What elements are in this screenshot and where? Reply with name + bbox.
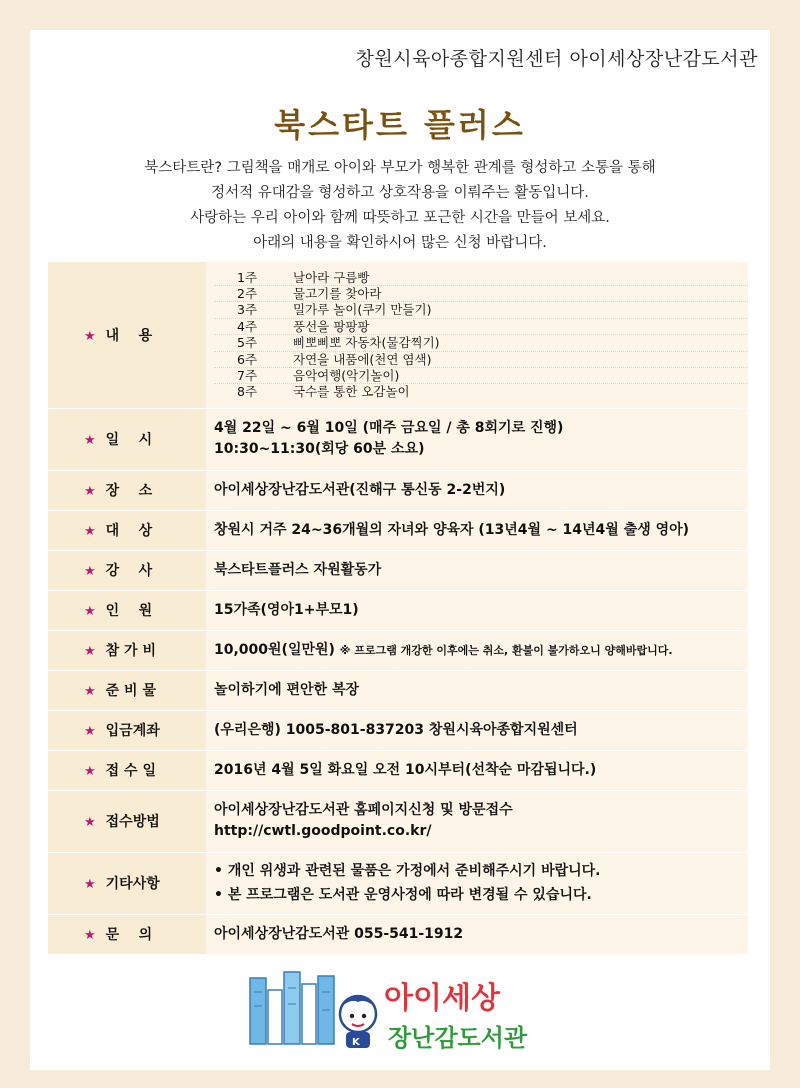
library-logo bbox=[248, 968, 548, 1054]
week-item: 7주 음악여행(악기놀이) bbox=[214, 368, 748, 384]
row-target bbox=[48, 510, 748, 550]
row-label: 장 소 bbox=[105, 483, 153, 499]
supplies-value: 놀이하기에 편안한 복장 bbox=[206, 670, 748, 710]
week-item: 3주 밀가루 놀이(쿠키 만들기) bbox=[214, 302, 748, 318]
row-label: 접수방법 bbox=[105, 814, 160, 830]
star-icon: ★ bbox=[84, 328, 96, 344]
star-icon: ★ bbox=[84, 684, 96, 699]
flyer-page bbox=[30, 30, 770, 1070]
row-label: 기타사항 bbox=[105, 876, 160, 892]
row-label: 일 시 bbox=[105, 432, 153, 448]
fee-value: 10,000원(일만원) bbox=[214, 641, 335, 658]
row-place bbox=[48, 470, 748, 510]
row-contact bbox=[48, 914, 748, 954]
homepage-link[interactable]: http://cwtl.goodpoint.co.kr/ bbox=[214, 823, 432, 839]
account-value: (우리은행) 1005-801-837203 창원시육아종합지원센터 bbox=[206, 710, 748, 750]
row-label: 입금계좌 bbox=[105, 723, 160, 739]
star-icon: ★ bbox=[84, 564, 96, 579]
row-label: 대 상 bbox=[105, 523, 153, 539]
intro-line: 아래의 내용을 확인하시어 많은 신청 바랍니다. bbox=[253, 235, 547, 251]
row-etc bbox=[48, 852, 748, 914]
star-icon: ★ bbox=[84, 724, 96, 739]
star-icon: ★ bbox=[84, 484, 96, 499]
row-supplies bbox=[48, 670, 748, 710]
intro-text bbox=[30, 156, 770, 256]
star-icon: ★ bbox=[84, 604, 96, 619]
star-icon: ★ bbox=[84, 877, 96, 892]
organization-header: 창원시육아종합지원센터 아이세상장난감도서관 bbox=[355, 48, 758, 70]
week-item: 5주 삐뽀삐뽀 자동차(물감찍기) bbox=[214, 335, 748, 351]
row-label: 참 가 비 bbox=[105, 643, 156, 659]
date-value: 2016년 4월 5일 화요일 오전 10시부터(선착순 마감됩니다.) bbox=[206, 750, 748, 790]
row-label: 문 의 bbox=[105, 927, 153, 943]
week-item: 1주 날아라 구름빵 bbox=[214, 270, 748, 286]
capacity-value: 15가족(영아1+부모1) bbox=[206, 590, 748, 630]
row-content bbox=[48, 262, 748, 408]
info-table bbox=[48, 262, 748, 955]
intro-line: 북스타트란? 그림책을 매개로 아이와 부모가 행복한 관계를 형성하고 소통을 통해 bbox=[144, 160, 656, 176]
instructor-value: 북스타트플러스 자원활동가 bbox=[206, 550, 748, 590]
etc-note-2: • 본 프로그램은 도서관 운영사정에 따라 변경될 수 있습니다. bbox=[214, 887, 592, 903]
row-label: 내 용 bbox=[105, 327, 153, 344]
logo-text-line2: 장난감도서관 bbox=[388, 1024, 528, 1052]
week-item: 2주 물고기를 찾아라 bbox=[214, 286, 748, 302]
fee-note: ※ 프로그램 개강한 이후에는 취소, 환불이 불가하오니 양해바랍니다. bbox=[339, 643, 673, 657]
week-item: 4주 풍선을 팡팡팡 bbox=[214, 319, 748, 335]
etc-note-1: • 개인 위생과 관련된 물품은 가정에서 준비해주시기 바랍니다. bbox=[214, 863, 601, 879]
logo-text-line1: 아이세상 bbox=[384, 981, 500, 1016]
contact-value: 아이세상장난감도서관 055-541-1912 bbox=[206, 914, 748, 954]
row-label: 강 사 bbox=[105, 563, 153, 579]
row-fee bbox=[48, 630, 748, 670]
method-value: 아이세상장난감도서관 홈페이지신청 및 방문접수 bbox=[214, 802, 513, 818]
star-icon: ★ bbox=[84, 764, 96, 779]
row-label: 준 비 물 bbox=[105, 683, 156, 699]
row-instructor bbox=[48, 550, 748, 590]
week-item: 6주 자연을 내품에(천연 염색) bbox=[214, 352, 748, 368]
intro-line: 사랑하는 우리 아이와 함께 따뜻하고 포근한 시간을 만들어 보세요. bbox=[190, 210, 610, 226]
row-schedule bbox=[48, 408, 748, 470]
row-method bbox=[48, 790, 748, 852]
row-capacity bbox=[48, 590, 748, 630]
star-icon: ★ bbox=[84, 928, 96, 943]
schedule-time: 10:30~11:30(회당 60분 소요) bbox=[214, 441, 425, 457]
row-account bbox=[48, 710, 748, 750]
row-label: 인 원 bbox=[105, 603, 153, 619]
svg-text:K: K bbox=[352, 1037, 360, 1048]
schedule-dates: 4월 22일 ~ 6월 10일 (매주 금요일 / 총 8회기로 진행) bbox=[214, 420, 564, 436]
page-title: 북스타트 플러스 bbox=[274, 106, 526, 144]
week-item: 8주 국수를 통한 오감놀이 bbox=[237, 384, 410, 400]
star-icon: ★ bbox=[84, 815, 96, 830]
target-value: 창원시 거주 24~36개월의 자녀와 양육자 (13년4월 ~ 14년4월 출생 영아) bbox=[206, 510, 748, 550]
row-label: 접 수 일 bbox=[105, 763, 156, 779]
star-icon: ★ bbox=[84, 433, 96, 448]
intro-line: 정서적 유대감을 형성하고 상호작용을 이뤄주는 활동입니다. bbox=[211, 185, 589, 201]
star-icon: ★ bbox=[84, 524, 96, 539]
row-date bbox=[48, 750, 748, 790]
logo-graphic-icon bbox=[248, 968, 548, 1054]
star-icon: ★ bbox=[84, 644, 96, 659]
place-value: 아이세상장난감도서관(진해구 통신동 2-2번지) bbox=[206, 470, 748, 510]
